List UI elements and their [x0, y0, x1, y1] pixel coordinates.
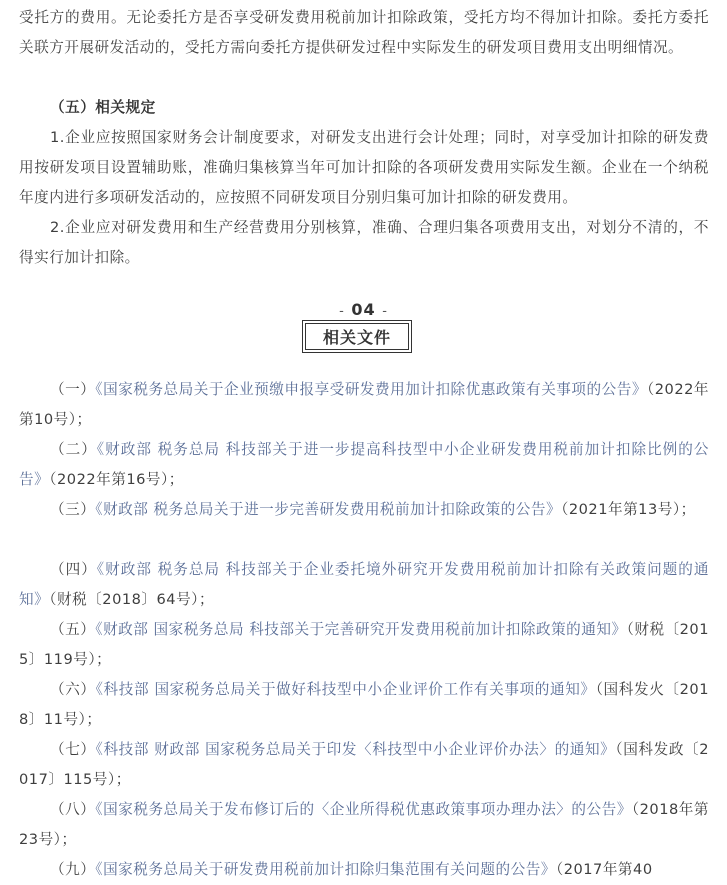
section5-item-1: 1.企业应按照国家财务会计制度要求，对研发支出进行会计处理；同时，对享受加计扣除的研发费用按研发项目设置辅助账，准确归集核算当年可加计扣除的各项研发费用实际发生额。企业在一个纳税年度内进行多项研发活动的，应按照不同研发项目分别归集可加计扣除的研发费用。 — [19, 129, 709, 206]
document-item-ref: （2021年第13号）； — [561, 501, 696, 518]
document-item-ref: （2022年第16号）； — [49, 471, 184, 488]
document-item-1[interactable] — [19, 375, 709, 435]
document-item-ref: （2017年第40 — [555, 861, 653, 878]
document-item-3[interactable] — [19, 495, 709, 525]
document-item-number: （五） — [50, 621, 96, 638]
document-item-8[interactable] — [19, 795, 709, 855]
document-item-number: （一） — [50, 381, 96, 398]
document-link[interactable]: 《国家税务总局关于企业预缴申报享受研发费用加计扣除优惠政策有关事项的公告》 — [95, 381, 647, 398]
document-link[interactable]: 《财政部 税务总局 科技部关于企业委托境外研究开发费用税前加计扣除有关政策问题的通知》 — [19, 561, 709, 608]
document-item-9[interactable] — [19, 855, 709, 885]
document-link[interactable]: 《科技部 财政部 国家税务总局关于印发〈科技型中小企业评价办法〉的通知》 — [95, 741, 616, 758]
section-title-box — [302, 320, 412, 353]
document-link[interactable]: 《财政部 税务总局关于进一步完善研发费用税前加计扣除政策的公告》 — [95, 501, 562, 518]
document-item-2[interactable] — [19, 435, 709, 495]
document-link[interactable]: 《财政部 国家税务总局 科技部关于完善研究开发费用税前加计扣除政策的通知》 — [95, 621, 627, 638]
section-number-dash-right: - — [382, 304, 388, 319]
document-link[interactable]: 《财政部 税务总局 科技部关于进一步提高科技型中小企业研发费用税前加计扣除比例的公告》 — [19, 441, 709, 488]
document-item-5[interactable] — [19, 615, 709, 675]
document-item-number: （三） — [50, 501, 96, 518]
document-item-ref: （2022年第10号）； — [19, 381, 709, 428]
section-title: 相关文件 — [305, 323, 409, 350]
section-number-value: 04 — [351, 300, 376, 319]
document-item-ref: （国科发政〔2017〕115号）； — [19, 741, 709, 788]
intro-paragraph: 受托方的费用。无论委托方是否享受研发费用税前加计扣除政策，受托方均不得加计扣除。委托方委托关联方开展研发活动的，受托方需向委托方提供研发过程中实际发生的研发项目费用支出明细情况。 — [19, 9, 709, 56]
section5-heading: （五）相关规定 — [50, 99, 156, 116]
document-item-number: （九） — [50, 861, 96, 878]
document-link[interactable]: 《国家税务总局关于研发费用税前加计扣除归集范围有关问题的公告》 — [95, 861, 556, 878]
document-item-number: （七） — [50, 741, 96, 758]
document-item-ref: （2018年第23号）； — [19, 801, 709, 848]
section-number-dash-left: - — [339, 304, 345, 319]
document-item-number: （四） — [50, 561, 97, 578]
document-item-number: （八） — [50, 801, 96, 818]
section-number — [0, 300, 727, 319]
document-item-number: （六） — [50, 681, 96, 698]
document-link[interactable]: 《科技部 国家税务总局关于做好科技型中小企业评价工作有关事项的通知》 — [95, 681, 596, 698]
document-item-6[interactable] — [19, 675, 709, 735]
section5-item-2: 2.企业应对研发费用和生产经营费用分别核算，准确、合理归集各项费用支出，对划分不清的，不得实行加计扣除。 — [19, 219, 709, 266]
document-item-number: （二） — [50, 441, 97, 458]
document-item-ref: （财税〔2015〕119号）； — [19, 621, 709, 668]
document-item-ref: （财税〔2018〕64号）； — [49, 591, 215, 608]
document-item-ref: （国科发火〔2018〕11号）； — [19, 681, 709, 728]
document-item-4[interactable] — [19, 555, 709, 615]
document-item-7[interactable] — [19, 735, 709, 795]
document-link[interactable]: 《国家税务总局关于发布修订后的〈企业所得税优惠政策事项办理办法〉的公告》 — [95, 801, 632, 818]
